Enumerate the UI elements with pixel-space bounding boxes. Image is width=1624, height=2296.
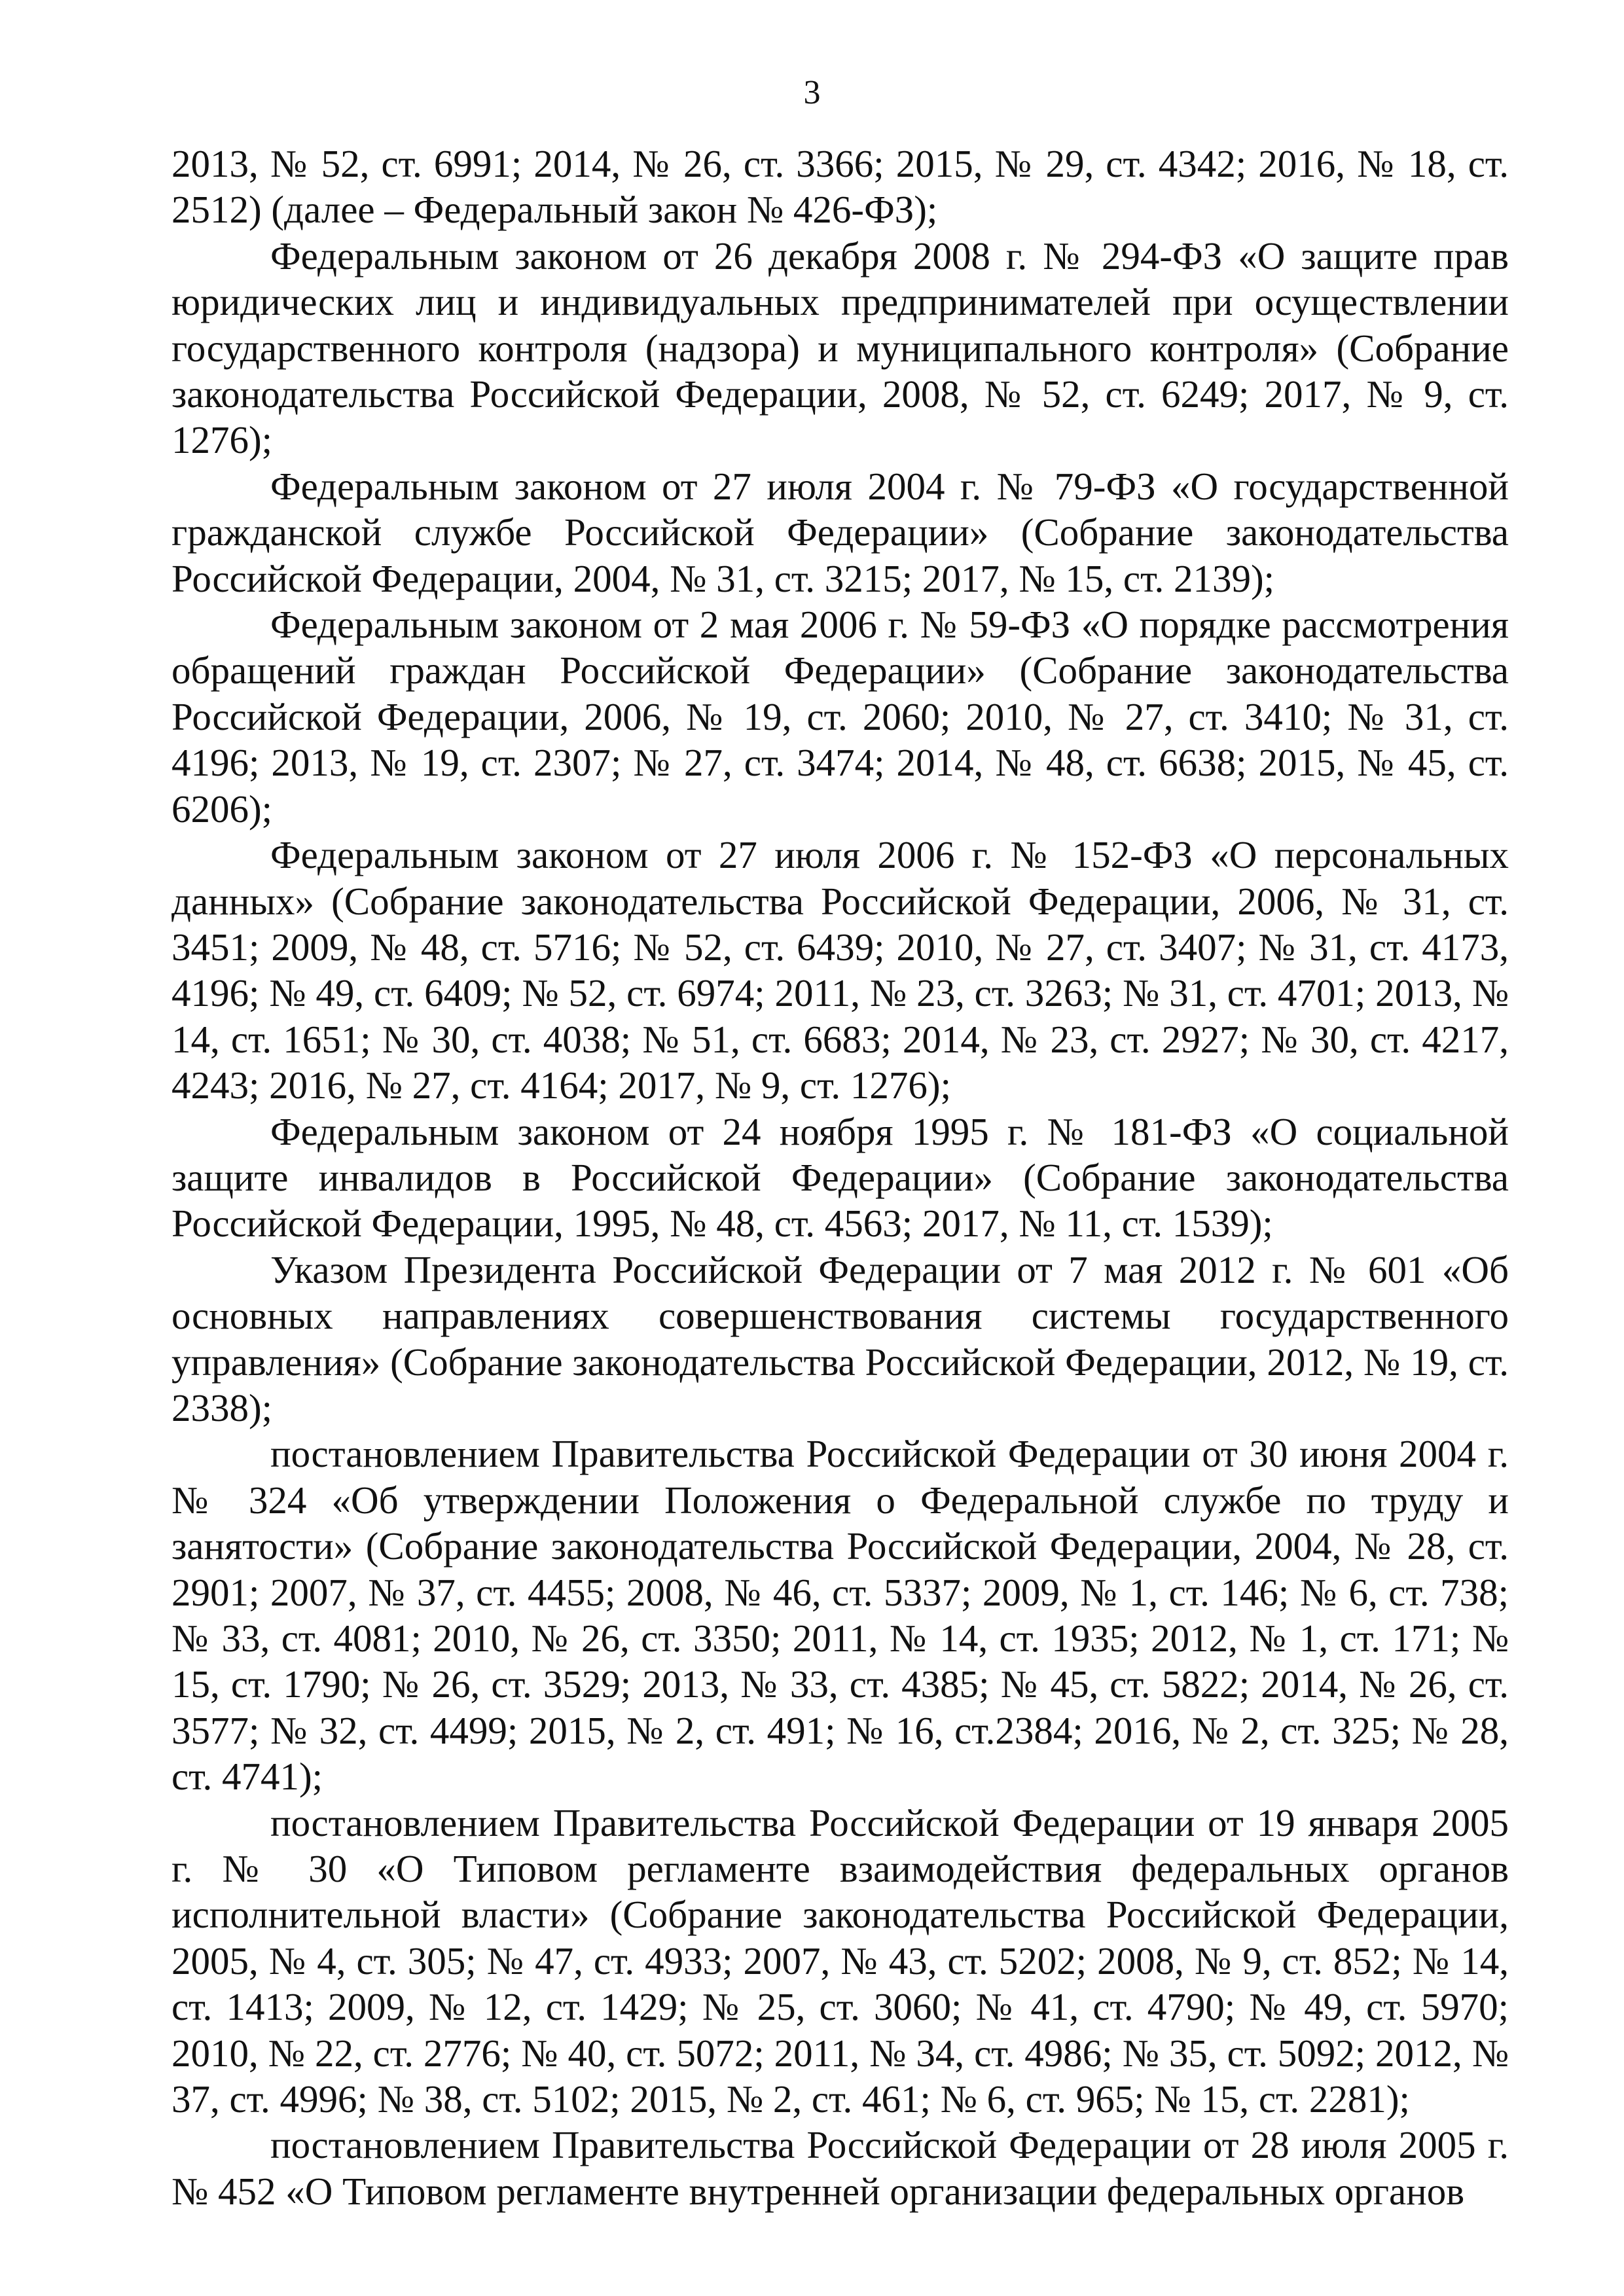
paragraph-resolution-452: постановлением Правительства Российской Федерации от 28 июля 2005 г. № 452 «О Типовом регламенте внутренней организации федеральных органов [171, 2123, 1509, 2213]
paragraph-decree-601: Указом Президента Российской Федерации от 7 мая 2012 г. № 601 «Об основных направлениях совершенствования системы государственного управления» (Собрание законодательства Российской Федерации, 2012, № 19, ст. 2338); [171, 1247, 1509, 1429]
paragraph-law-294-fz: Федеральным законом от 26 декабря 2008 г. № 294-ФЗ «О защите прав юридических лиц и индивидуальных предпринимателей при осуществлении государственного контроля (надзора) и муниципального контроля» (Собрание законодательства Российской Федерации, 2008, № 52, ст. 6249; 2017, № 9, ст. 1276); [171, 234, 1509, 462]
paragraph-resolution-324: постановлением Правительства Российской Федерации от 30 июня 2004 г. № 324 «Об утверждении Положения о Федеральной службе по труду и занятости» (Собрание законодательства Российской Федерации, 2004, № 28, ст. 2901; 2007, № 37, ст. 4455; 2008, № 46, ст. 5337; 2009, № 1, ст. 146; № 6, ст. 738; № 33, ст. 4081; 2010, № 26, ст. 3350; 2011, № 14, ст. 1935; 2012, № 1, ст. 171; № 15, ст. 1790; № 26, ст. 3529; 2013, № 33, ст. 4385; № 45, ст. 5822; 2014, № 26, ст. 3577; № 32, ст. 4499; 2015, № 2, ст. 491; № 16, ст.2384; 2016, № 2, ст. 325; № 28, ст. 4741); [171, 1432, 1509, 1799]
paragraph-resolution-30: постановлением Правительства Российской Федерации от 19 января 2005 г. № 30 «О Типовом регламенте взаимодействия федеральных органов исполнительной власти» (Собрание законодательства Российской Федерации, 2005, № 4, ст. 305; № 47, ст. 4933; 2007, № 43, ст. 5202; 2008, № 9, ст. 852; № 14, ст. 1413; 2009, № 12, ст. 1429; № 25, ст. 3060; № 41, ст. 4790; № 49, ст. 5970; 2010, № 22, ст. 2776; № 40, ст. 5072; 2011, № 34, ст. 4986; № 35, ст. 5092; 2012, № 37, ст. 4996; № 38, ст. 5102; 2015, № 2, ст. 461; № 6, ст. 965; № 15, ст. 2281); [171, 1801, 1509, 2121]
paragraph-law-152-fz: Федеральным законом от 27 июля 2006 г. № 152-ФЗ «О персональных данных» (Собрание законодательства Российской Федерации, 2006, № 31, ст. 3451; 2009, № 48, ст. 5716; № 52, ст. 6439; 2010, № 27, ст. 3407; № 31, ст. 4173, 4196; № 49, ст. 6409; № 52, ст. 6974; 2011, № 23, ст. 3263; № 31, ст. 4701; 2013, № 14, ст. 1651; № 30, ст. 4038; № 51, ст. 6683; 2014, № 23, ст. 2927; № 30, ст. 4217, 4243; 2016, № 27, ст. 4164; 2017, № 9, ст. 1276); [171, 833, 1509, 1107]
page-number: 3 [803, 74, 821, 111]
document-body [171, 141, 1509, 2214]
paragraph-law-79-fz: Федеральным законом от 27 июля 2004 г. № 79-ФЗ «О государственной гражданской службе Российской Федерации» (Собрание законодательства Российской Федерации, 2004, № 31, ст. 3215; 2017, № 15, ст. 2139); [171, 464, 1509, 600]
paragraph-law-59-fz: Федеральным законом от 2 мая 2006 г. № 59-ФЗ «О порядке рассмотрения обращений граждан Российской Федерации» (Собрание законодательства Российской Федерации, 2006, № 19, ст. 2060; 2010, № 27, ст. 3410; № 31, ст. 4196; 2013, № 19, ст. 2307; № 27, ст. 3474; 2014, № 48, ст. 6638; 2015, № 45, ст. 6206); [171, 603, 1509, 831]
paragraph-continuation: 2013, № 52, ст. 6991; 2014, № 26, ст. 3366; 2015, № 29, ст. 4342; 2016, № 18, ст. 2512) (далее – Федеральный закон № 426-ФЗ); [171, 142, 1509, 232]
paragraph-law-181-fz: Федеральным законом от 24 ноября 1995 г. № 181-ФЗ «О социальной защите инвалидов в Российской Федерации» (Собрание законодательства Российской Федерации, 1995, № 48, ст. 4563; 2017, № 11, ст. 1539); [171, 1109, 1509, 1246]
